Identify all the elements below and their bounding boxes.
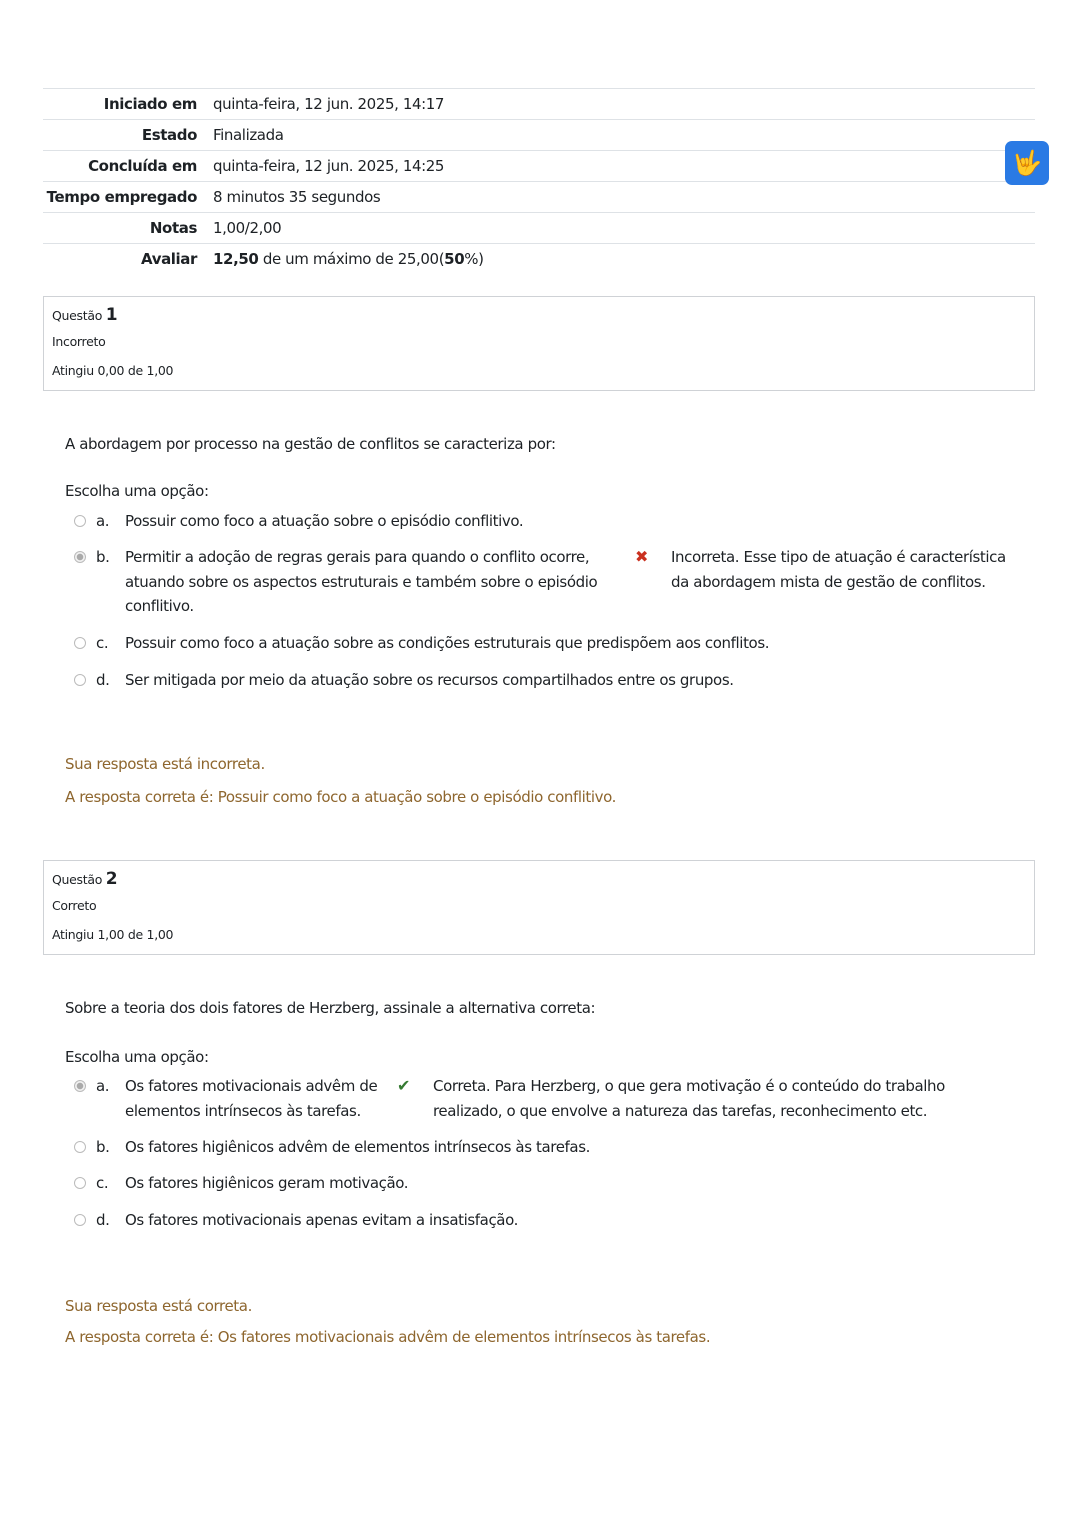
sign-language-hands-icon: 🤟	[1012, 149, 1042, 177]
radio-button[interactable]	[74, 637, 86, 649]
incorrect-x-icon: ✖	[635, 547, 649, 566]
correct-answer: A resposta correta é: Possuir como foco a atuação sobre o episódio conflitivo.	[65, 788, 617, 806]
radio-button[interactable]	[74, 1141, 86, 1153]
option-feedback: Incorreta. Esse tipo de atuação é característica da abordagem mista de gestão de conflitos.	[671, 548, 1006, 591]
summary-row-state: Estado Finalizada	[43, 120, 1035, 151]
summary-row-completed: Concluída em quinta-feira, 12 jun. 2025, 14:25	[43, 151, 1035, 182]
option-feedback: Correta. Para Herzberg, o que gera motivação é o conteúdo do trabalho realizado, o que envolve a natureza das tarefas, reconhecimento etc.	[433, 1077, 945, 1120]
question-number: 1	[105, 305, 118, 325]
answer-result: Sua resposta está incorreta.	[65, 755, 265, 773]
correct-answer: A resposta correta é: Os fatores motivacionais advêm de elementos intrínsecos às tarefas.	[65, 1328, 711, 1346]
question-text: Sobre a teoria dos dois fatores de Herzberg, assinale a alternativa correta:	[65, 999, 596, 1017]
question-2-info: Questão 2 Correto Atingiu 1,00 de 1,00	[43, 860, 1035, 955]
option-a[interactable]: a. Os fatores motivacionais advêm de elementos intrínsecos às tarefas.	[74, 1074, 384, 1123]
option-b[interactable]: b. Os fatores higiênicos advêm de elementos intrínsecos às tarefas.	[74, 1135, 590, 1160]
option-d[interactable]: d. Os fatores motivacionais apenas evitam a insatisfação.	[74, 1208, 518, 1233]
choose-prompt: Escolha uma opção:	[65, 482, 209, 500]
question-1-info: Questão 1 Incorreto Atingiu 0,00 de 1,00	[43, 296, 1035, 391]
question-number: 2	[105, 869, 118, 889]
answer-result: Sua resposta está correta.	[65, 1297, 252, 1315]
question-text: A abordagem por processo na gestão de conflitos se caracteriza por:	[65, 435, 556, 453]
correct-check-icon: ✔	[397, 1076, 411, 1095]
attempt-summary-table	[43, 88, 1035, 274]
question-status: Correto	[52, 898, 97, 913]
option-c[interactable]: c. Possuir como foco a atuação sobre as condições estruturais que predispõem aos conflitos.	[74, 631, 769, 656]
radio-button[interactable]	[74, 1214, 86, 1226]
accessibility-sign-language-button[interactable]	[1005, 141, 1049, 185]
radio-button[interactable]	[74, 515, 86, 527]
summary-row-time: Tempo empregado 8 minutos 35 segundos	[43, 182, 1035, 213]
question-score: Atingiu 1,00 de 1,00	[52, 927, 174, 942]
radio-button[interactable]	[74, 674, 86, 686]
choose-prompt: Escolha uma opção:	[65, 1048, 209, 1066]
summary-row-started: Iniciado em quinta-feira, 12 jun. 2025, 14:17	[43, 89, 1035, 120]
option-d[interactable]: d. Ser mitigada por meio da atuação sobre os recursos compartilhados entre os grupos.	[74, 668, 734, 693]
radio-button-selected[interactable]	[74, 1080, 86, 1092]
radio-button-selected[interactable]	[74, 551, 86, 563]
summary-row-marks: Notas 1,00/2,00	[43, 213, 1035, 244]
question-status: Incorreto	[52, 334, 106, 349]
radio-button[interactable]	[74, 1177, 86, 1189]
summary-row-grade: Avaliar 12,50 de um máximo de 25,00(50%)	[43, 244, 1035, 275]
question-score: Atingiu 0,00 de 1,00	[52, 363, 174, 378]
option-c[interactable]: c. Os fatores higiênicos geram motivação.	[74, 1171, 408, 1196]
option-b[interactable]: b. Permitir a adoção de regras gerais para quando o conflito ocorre, atuando sobre os aspectos estruturais e também sobre o episódio conflitivo.	[74, 545, 604, 619]
option-a[interactable]: a. Possuir como foco a atuação sobre o episódio conflitivo.	[74, 509, 523, 534]
